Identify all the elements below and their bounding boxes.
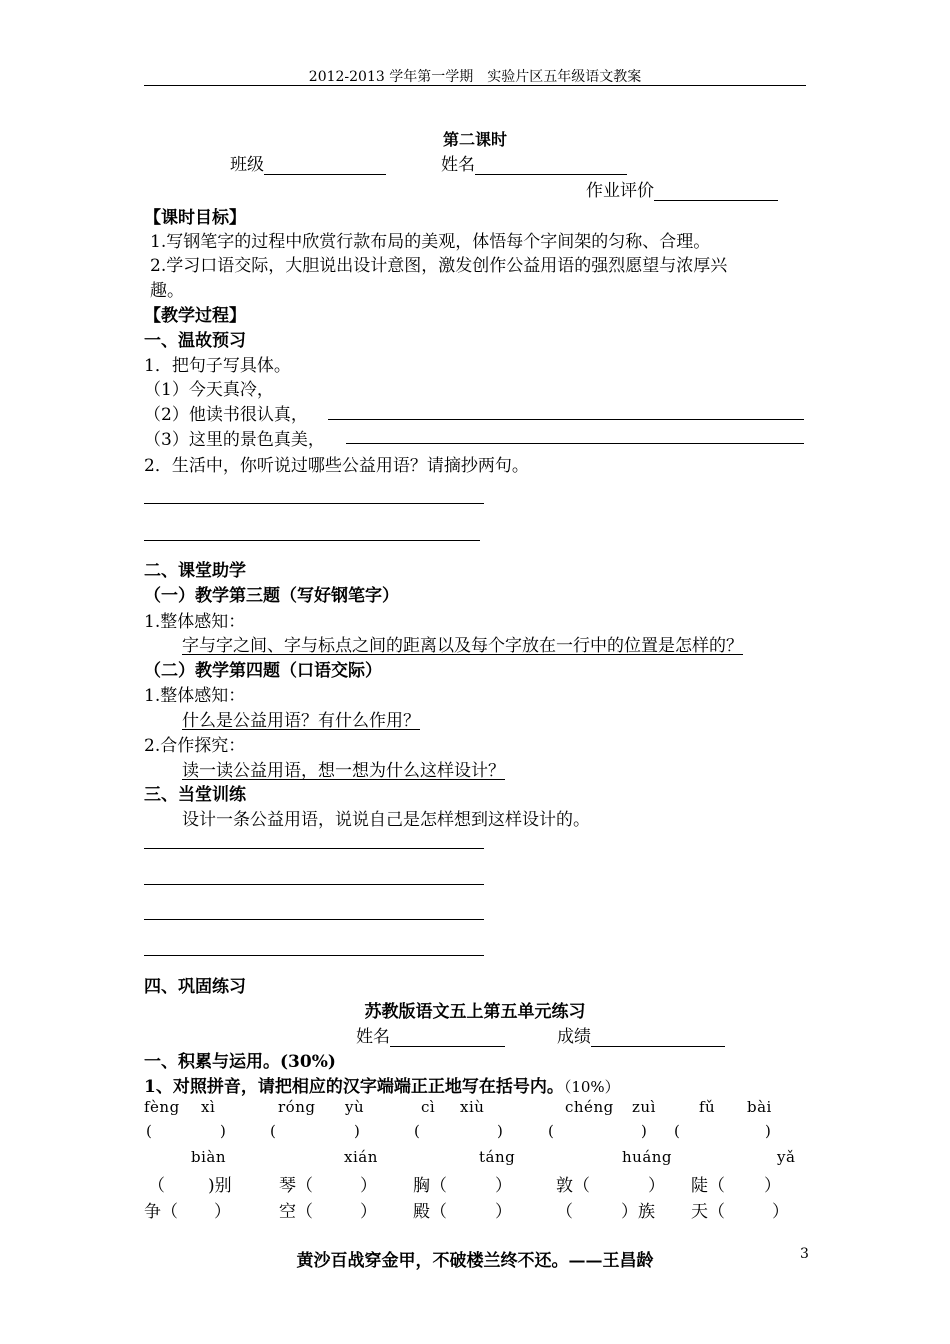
subsection-1-text: 字与字之间、字与标点之间的距离以及每个字放在一行中的位置是怎样的？: [182, 636, 743, 656]
bracket: ): [220, 1122, 227, 1140]
bracket: (: [548, 1122, 555, 1140]
answer-line-3a[interactable]: [144, 848, 484, 849]
eval-label: 作业评价: [586, 181, 654, 201]
pinyin: cì: [421, 1098, 436, 1116]
pinyin: xián: [344, 1148, 378, 1166]
subsection-1-question: 1.整体感知：: [144, 612, 246, 632]
answer-line-3b[interactable]: [144, 884, 484, 885]
question-1: 1．把句子写具体。: [144, 356, 291, 376]
answer-line-2a[interactable]: [144, 503, 484, 504]
exercise-name-field: [356, 1022, 505, 1047]
subsection-2-question-1: 1.整体感知：: [144, 686, 246, 706]
char-blank: )别: [208, 1176, 232, 1196]
exercise-question-1-text: 1、对照拼音，请把相应的汉字端端正正地写在括号内。: [144, 1077, 564, 1097]
name-field: [441, 150, 627, 175]
char-blank[interactable]: 争（: [144, 1202, 178, 1222]
exercise-score-label: 成绩: [557, 1027, 591, 1047]
exercise-question-1: [144, 1072, 620, 1097]
bracket: ): [765, 1122, 772, 1140]
pinyin: fǔ: [699, 1098, 716, 1116]
goal-item-2: 2.学习口语交际，大胆说出设计意图，激发创作公益用语的强烈愿望与浓厚兴: [150, 256, 728, 276]
pinyin: biàn: [191, 1148, 227, 1166]
section-1-heading: 一、温故预习: [144, 331, 246, 351]
process-heading: 【教学过程】: [144, 306, 246, 326]
char-blank: ）: [764, 1176, 781, 1196]
char-blank: ）: [772, 1202, 789, 1222]
header-rule: [144, 85, 806, 86]
pinyin: chéng: [565, 1098, 614, 1116]
pinyin: fèng: [144, 1098, 180, 1116]
question-1a: （1）今天真冷，: [144, 380, 274, 400]
pinyin: huáng: [622, 1148, 673, 1166]
char-blank: ）: [495, 1176, 512, 1196]
section-3-heading: 三、当堂训练: [144, 785, 246, 805]
exercise-question-1-pct: （10%）: [563, 1078, 620, 1096]
bracket: (: [414, 1122, 421, 1140]
char-blank[interactable]: （: [148, 1176, 165, 1196]
subsection-1-heading: （一）教学第三题（写好钢笔字）: [144, 586, 399, 606]
pinyin: xiù: [460, 1098, 485, 1116]
exercise-score-blank[interactable]: [591, 1028, 725, 1047]
goal-item-2-cont: 趣。: [150, 281, 184, 301]
pinyin: zuì: [632, 1098, 656, 1116]
exercise-score-field: [557, 1022, 725, 1047]
subsection-2-text-1: 什么是公益用语？有什么作用？: [182, 711, 420, 731]
char-blank[interactable]: 琴（: [279, 1176, 313, 1196]
char-blank: ）: [360, 1176, 377, 1196]
page-header: 2012-2013 学年第一学期 实验片区五年级语文教案: [308, 69, 642, 85]
exercise-name-blank[interactable]: [390, 1028, 505, 1047]
char-blank: ）族: [621, 1202, 655, 1222]
question-1b: （2）他读书很认真，: [144, 405, 308, 425]
char-blank[interactable]: 空（: [279, 1202, 313, 1222]
answer-line-3d[interactable]: [144, 955, 484, 956]
section-4-heading: 四、巩固练习: [144, 977, 246, 997]
page-number: 3: [800, 1246, 809, 1262]
char-blank: ）: [214, 1202, 231, 1222]
answer-line-2b[interactable]: [144, 540, 480, 541]
char-blank[interactable]: （: [556, 1202, 573, 1222]
char-blank[interactable]: 胸（: [413, 1176, 447, 1196]
exercise-part-1: 一、积累与运用。(30%): [144, 1052, 336, 1072]
bracket: ): [497, 1122, 504, 1140]
goal-item-1: 1.写钢笔字的过程中欣赏行款布局的美观，体悟每个字间架的匀称、合理。: [150, 232, 711, 252]
char-blank[interactable]: 陡（: [691, 1176, 725, 1196]
section-3-text: 设计一条公益用语，说说自己是怎样想到这样设计的。: [182, 810, 590, 830]
name-label: 姓名: [441, 155, 475, 175]
subsection-2-heading: （二）教学第四题（口语交际）: [144, 661, 382, 681]
lesson-title: 第二课时: [442, 130, 507, 149]
subsection-2-question-2: 2.合作探究：: [144, 736, 246, 756]
pinyin: yǎ: [777, 1148, 796, 1166]
class-blank[interactable]: [264, 156, 386, 175]
bracket: ): [641, 1122, 648, 1140]
bracket: (: [674, 1122, 681, 1140]
exercise-title: 苏教版语文五上第五单元练习: [364, 1002, 586, 1022]
pinyin: yù: [345, 1098, 365, 1116]
goals-heading: 【课时目标】: [144, 208, 246, 228]
char-blank: ）: [360, 1202, 377, 1222]
section-2-heading: 二、课堂助学: [144, 561, 246, 581]
footer-quote: 黄沙百战穿金甲，不破楼兰终不还。——王昌龄: [296, 1251, 654, 1271]
answer-line-1c[interactable]: [346, 443, 804, 444]
answer-line-3c[interactable]: [144, 919, 484, 920]
class-field: [230, 150, 386, 175]
exercise-name-label: 姓名: [356, 1027, 390, 1047]
char-blank[interactable]: 天（: [691, 1202, 725, 1222]
question-2: 2．生活中，你听说过哪些公益用语？请摘抄两句。: [144, 456, 529, 476]
eval-blank[interactable]: [654, 182, 778, 201]
pinyin: róng: [278, 1098, 316, 1116]
bracket: (: [270, 1122, 277, 1140]
bracket: ): [354, 1122, 361, 1140]
pinyin: táng: [479, 1148, 516, 1166]
eval-field: [586, 176, 778, 201]
pinyin: xì: [201, 1098, 216, 1116]
name-blank[interactable]: [475, 156, 627, 175]
subsection-2-text-2: 读一读公益用语，想一想为什么这样设计？: [182, 761, 505, 781]
char-blank[interactable]: 殿（: [413, 1202, 447, 1222]
bracket: (: [146, 1122, 153, 1140]
class-label: 班级: [230, 155, 264, 175]
char-blank: ）: [495, 1202, 512, 1222]
pinyin: bài: [747, 1098, 772, 1116]
char-blank: ）: [648, 1176, 665, 1196]
question-1c: （3）这里的景色真美，: [144, 430, 325, 450]
answer-line-1b[interactable]: [328, 419, 804, 420]
char-blank[interactable]: 敦（: [556, 1176, 590, 1196]
